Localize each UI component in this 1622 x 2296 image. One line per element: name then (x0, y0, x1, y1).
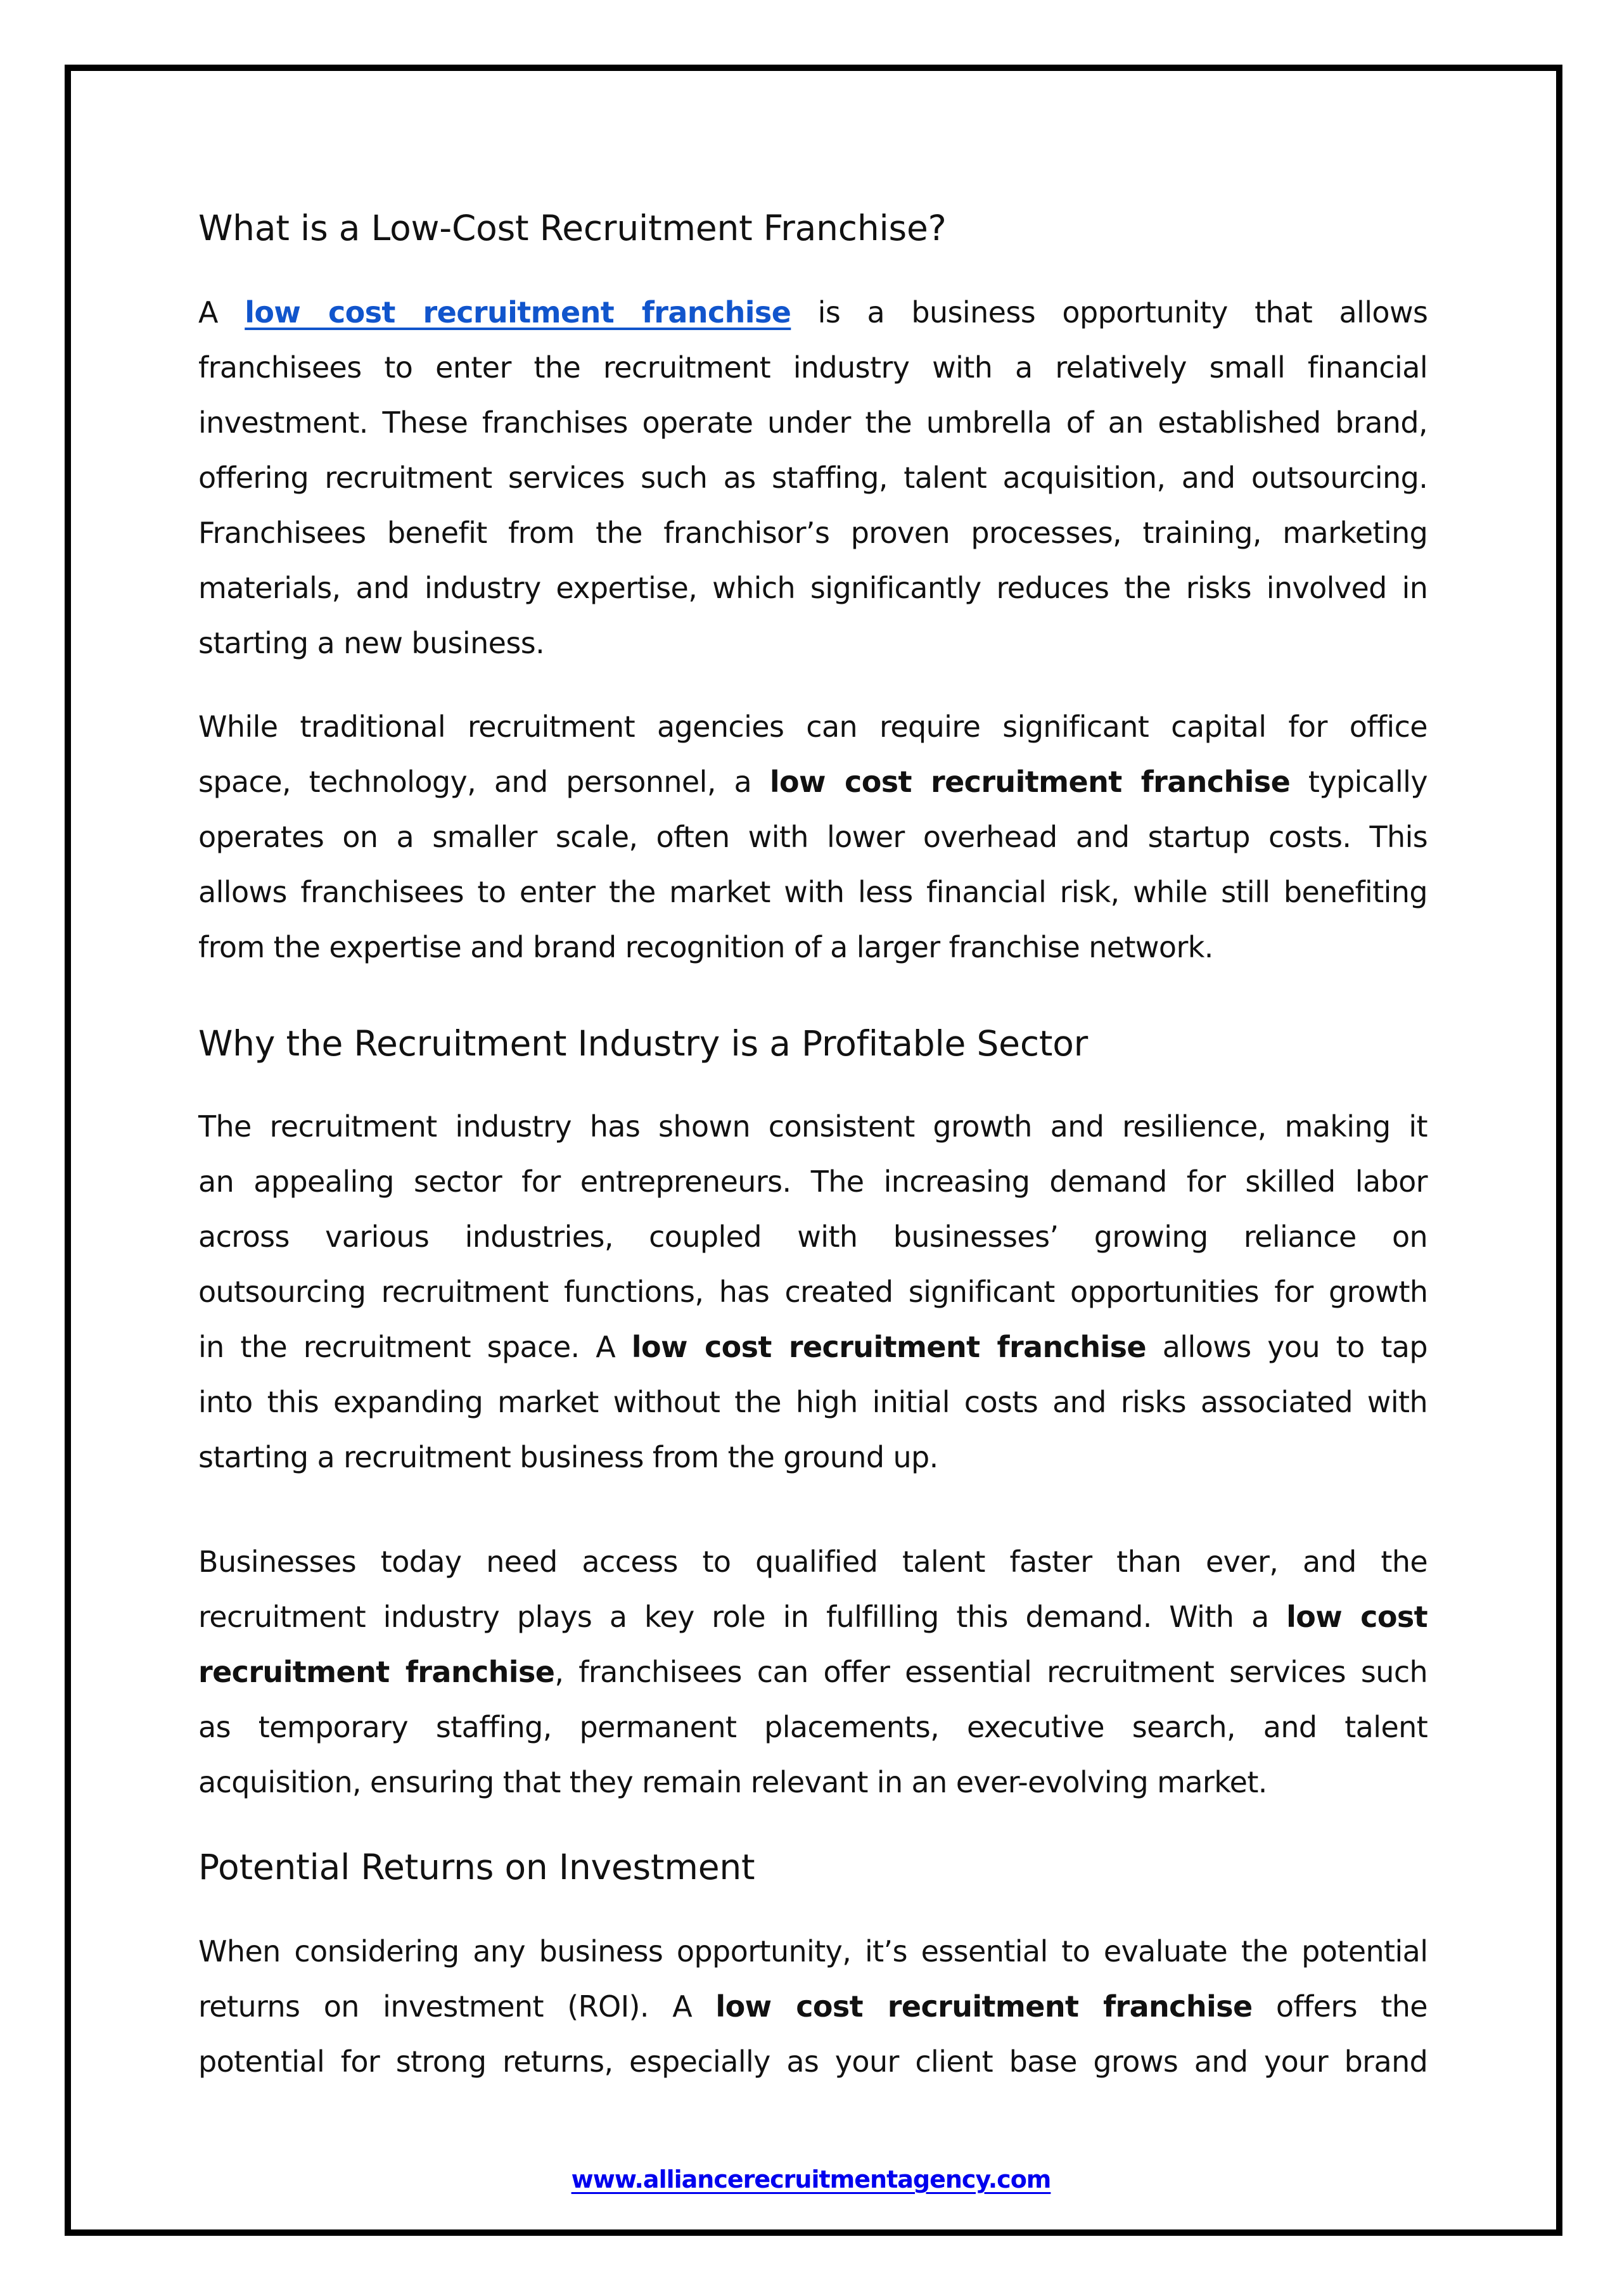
text-line (198, 699, 1427, 755)
section-2 (198, 1018, 1427, 1069)
text-line (198, 1375, 1427, 1430)
text-run: starting a recruitment business from the ground up. (198, 1440, 938, 1474)
section-heading: Potential Returns on Investment (198, 1847, 755, 1887)
keyword-bold: low cost recruitment franchise (715, 1989, 1253, 2024)
franchise-link[interactable]: low cost recruitment franchise (245, 295, 791, 329)
text-line (198, 1430, 1427, 1485)
text-line (198, 450, 1427, 506)
section-heading: What is a Low-Cost Recruitment Franchise? (198, 208, 947, 248)
text-line (198, 1154, 1427, 1209)
text-line (198, 2034, 1427, 2089)
text-line (198, 1320, 1427, 1375)
text-run: an appealing sector for entrepreneurs. The increasing demand for skilled labor (198, 1164, 1427, 1199)
text-line (198, 1534, 1427, 1590)
page-footer (0, 2165, 1622, 2193)
text-run: from the expertise and brand recognition of a larger franchise network. (198, 930, 1213, 964)
text-run: Businesses today need access to qualified talent faster than ever, and the (198, 1545, 1428, 1579)
text-run: The recruitment industry has shown consistent growth and resilience, making it (198, 1109, 1427, 1144)
footer-website-link[interactable]: www.alliancerecruitmentagency.com (571, 2165, 1051, 2193)
text-run: operates on a smaller scale, often with lower overhead and startup costs. This (198, 820, 1428, 854)
text-line (198, 865, 1427, 920)
text-run: materials, and industry expertise, which significantly reduces the risks involved in (198, 571, 1428, 605)
text-line (198, 1209, 1427, 1265)
paragraph (198, 1924, 1427, 2089)
keyword-bold: low cost (1286, 1600, 1428, 1634)
text-run: outsourcing recruitment functions, has created significant opportunities for growth (198, 1275, 1428, 1309)
text-line (198, 340, 1427, 395)
text-line (198, 561, 1427, 616)
text-run: is a business opportunity that allows (791, 295, 1428, 329)
text-run: starting a new business. (198, 626, 545, 660)
text-run: While traditional recruitment agencies can require significant capital for office (198, 710, 1427, 744)
text-line (198, 395, 1427, 450)
text-run: into this expanding market without the high initial costs and risks associated with (198, 1385, 1427, 1419)
text-run: acquisition, ensuring that they remain relevant in an ever-evolving market. (198, 1765, 1267, 1799)
text-line (198, 1924, 1427, 1979)
text-line (198, 506, 1427, 561)
paragraph (198, 699, 1427, 975)
text-run: space, technology, and personnel, a (198, 765, 770, 799)
text-line (198, 1755, 1427, 1810)
text-run: across various industries, coupled with businesses’ growing reliance on (198, 1220, 1428, 1254)
text-run: recruitment industry plays a key role in fulfilling this demand. With a (198, 1600, 1287, 1634)
section-1 (198, 203, 1427, 253)
section-3 (198, 1842, 1427, 1892)
text-run: in the recruitment space. A (198, 1330, 632, 1364)
text-line (198, 920, 1427, 975)
text-run: investment. These franchises operate under the umbrella of an established brand, (198, 405, 1427, 440)
text-run: Franchisees benefit from the franchisor’s proven processes, training, marketing (198, 516, 1428, 550)
text-run: as temporary staffing, permanent placements, executive search, and talent (198, 1710, 1428, 1744)
keyword-bold: low cost recruitment franchise (769, 765, 1291, 799)
keyword-bold: recruitment franchise (198, 1655, 555, 1689)
section-heading: Why the Recruitment Industry is a Profitable Sector (198, 1023, 1089, 1064)
text-run: franchisees to enter the recruitment industry with a relatively small financial (198, 350, 1427, 385)
paragraph (198, 285, 1427, 671)
paragraph (198, 1534, 1427, 1810)
paragraph (198, 1099, 1427, 1485)
text-line (198, 1265, 1427, 1320)
text-line (198, 616, 1427, 671)
text-line (198, 755, 1427, 810)
text-run: , franchisees can offer essential recruitment services such (554, 1655, 1428, 1689)
keyword-bold: low cost recruitment franchise (631, 1330, 1147, 1364)
text-line (198, 1645, 1427, 1700)
text-run: allows you to tap (1146, 1330, 1427, 1364)
text-run: A (198, 295, 245, 329)
text-run: potential for strong returns, especially as your client base grows and your brand (198, 2044, 1428, 2079)
text-run: offering recruitment services such as staffing, talent acquisition, and outsourcing. (198, 461, 1428, 495)
text-line (198, 1700, 1427, 1755)
text-run: offers the (1252, 1989, 1427, 2024)
text-run: allows franchisees to enter the market with less financial risk, while still benefiting (198, 875, 1427, 909)
text-line (198, 285, 1427, 340)
text-run: returns on investment (ROI). A (198, 1989, 716, 2024)
text-line (198, 1979, 1427, 2034)
text-line (198, 1099, 1427, 1154)
text-line (198, 810, 1427, 865)
text-run: When considering any business opportunity, it’s essential to evaluate the potential (198, 1934, 1428, 1968)
text-line (198, 1590, 1427, 1645)
text-run: typically (1290, 765, 1427, 799)
